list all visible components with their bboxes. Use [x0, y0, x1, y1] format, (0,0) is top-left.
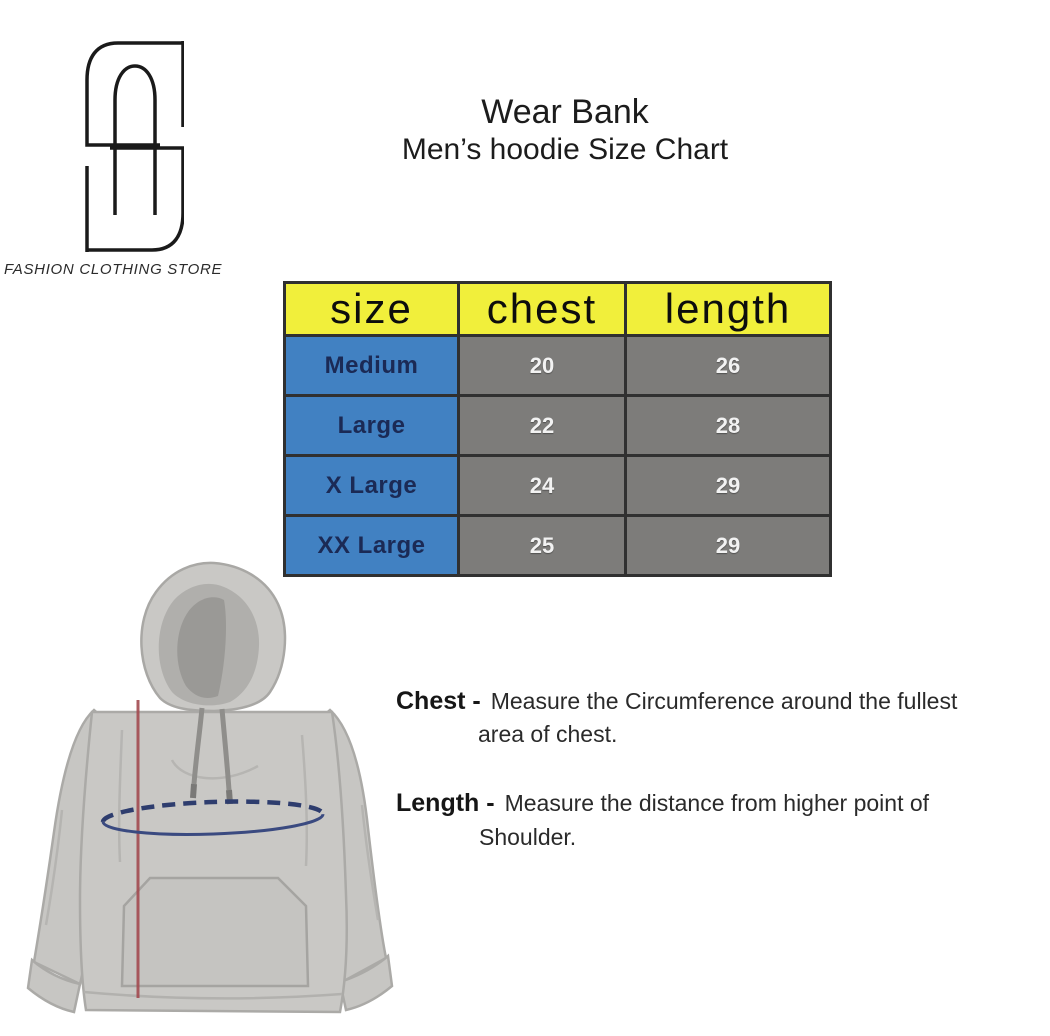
- length-value-cell: 26: [626, 336, 831, 396]
- hoodie-product-image: [22, 560, 397, 1036]
- column-header-chest: chest: [459, 283, 626, 336]
- chest-value-cell: 20: [459, 336, 626, 396]
- brand-caption: FASHION CLOTHING STORE: [4, 261, 223, 278]
- page-title: Wear Bank: [481, 93, 649, 131]
- logo-top-hook: [87, 43, 183, 145]
- column-header-length: length: [626, 283, 831, 336]
- chest-value-cell: 22: [459, 396, 626, 456]
- length-note-text: Measure the distance from higher point of: [504, 790, 930, 816]
- logo-inner-arch: [115, 66, 155, 215]
- column-header-size: size: [285, 283, 459, 336]
- chest-value-cell: 25: [459, 516, 626, 576]
- table-row: [285, 396, 831, 456]
- page-subtitle: Men’s hoodie Size Chart: [401, 133, 729, 166]
- chest-note-text: Measure the Circumference around the fullest: [490, 688, 958, 714]
- hoodie-pocket: [122, 878, 308, 986]
- length-value-cell: 29: [626, 456, 831, 516]
- length-value-cell: 29: [626, 516, 831, 576]
- size-label-cell: Medium: [285, 336, 459, 396]
- logo-bottom-hook: [87, 148, 183, 250]
- chest-note-line1: [396, 687, 957, 716]
- length-note-line1: [396, 789, 929, 818]
- size-label-cell: Large: [285, 396, 459, 456]
- table-row: [285, 456, 831, 516]
- size-label-cell: X Large: [285, 456, 459, 516]
- brand-monogram-logo-icon: [84, 38, 184, 252]
- size-label-cell: XX Large: [285, 516, 459, 576]
- length-value-cell: 28: [626, 396, 831, 456]
- table-row: [285, 336, 831, 396]
- size-chart-table: [283, 281, 832, 577]
- length-note-label: Length -: [396, 789, 495, 817]
- length-note-line2: Shoulder.: [479, 824, 577, 850]
- title-block: [315, 92, 815, 168]
- chest-note-label: Chest -: [396, 687, 481, 715]
- size-chart-header-row: [285, 283, 831, 336]
- chest-value-cell: 24: [459, 456, 626, 516]
- chest-note-line2: area of chest.: [478, 721, 618, 747]
